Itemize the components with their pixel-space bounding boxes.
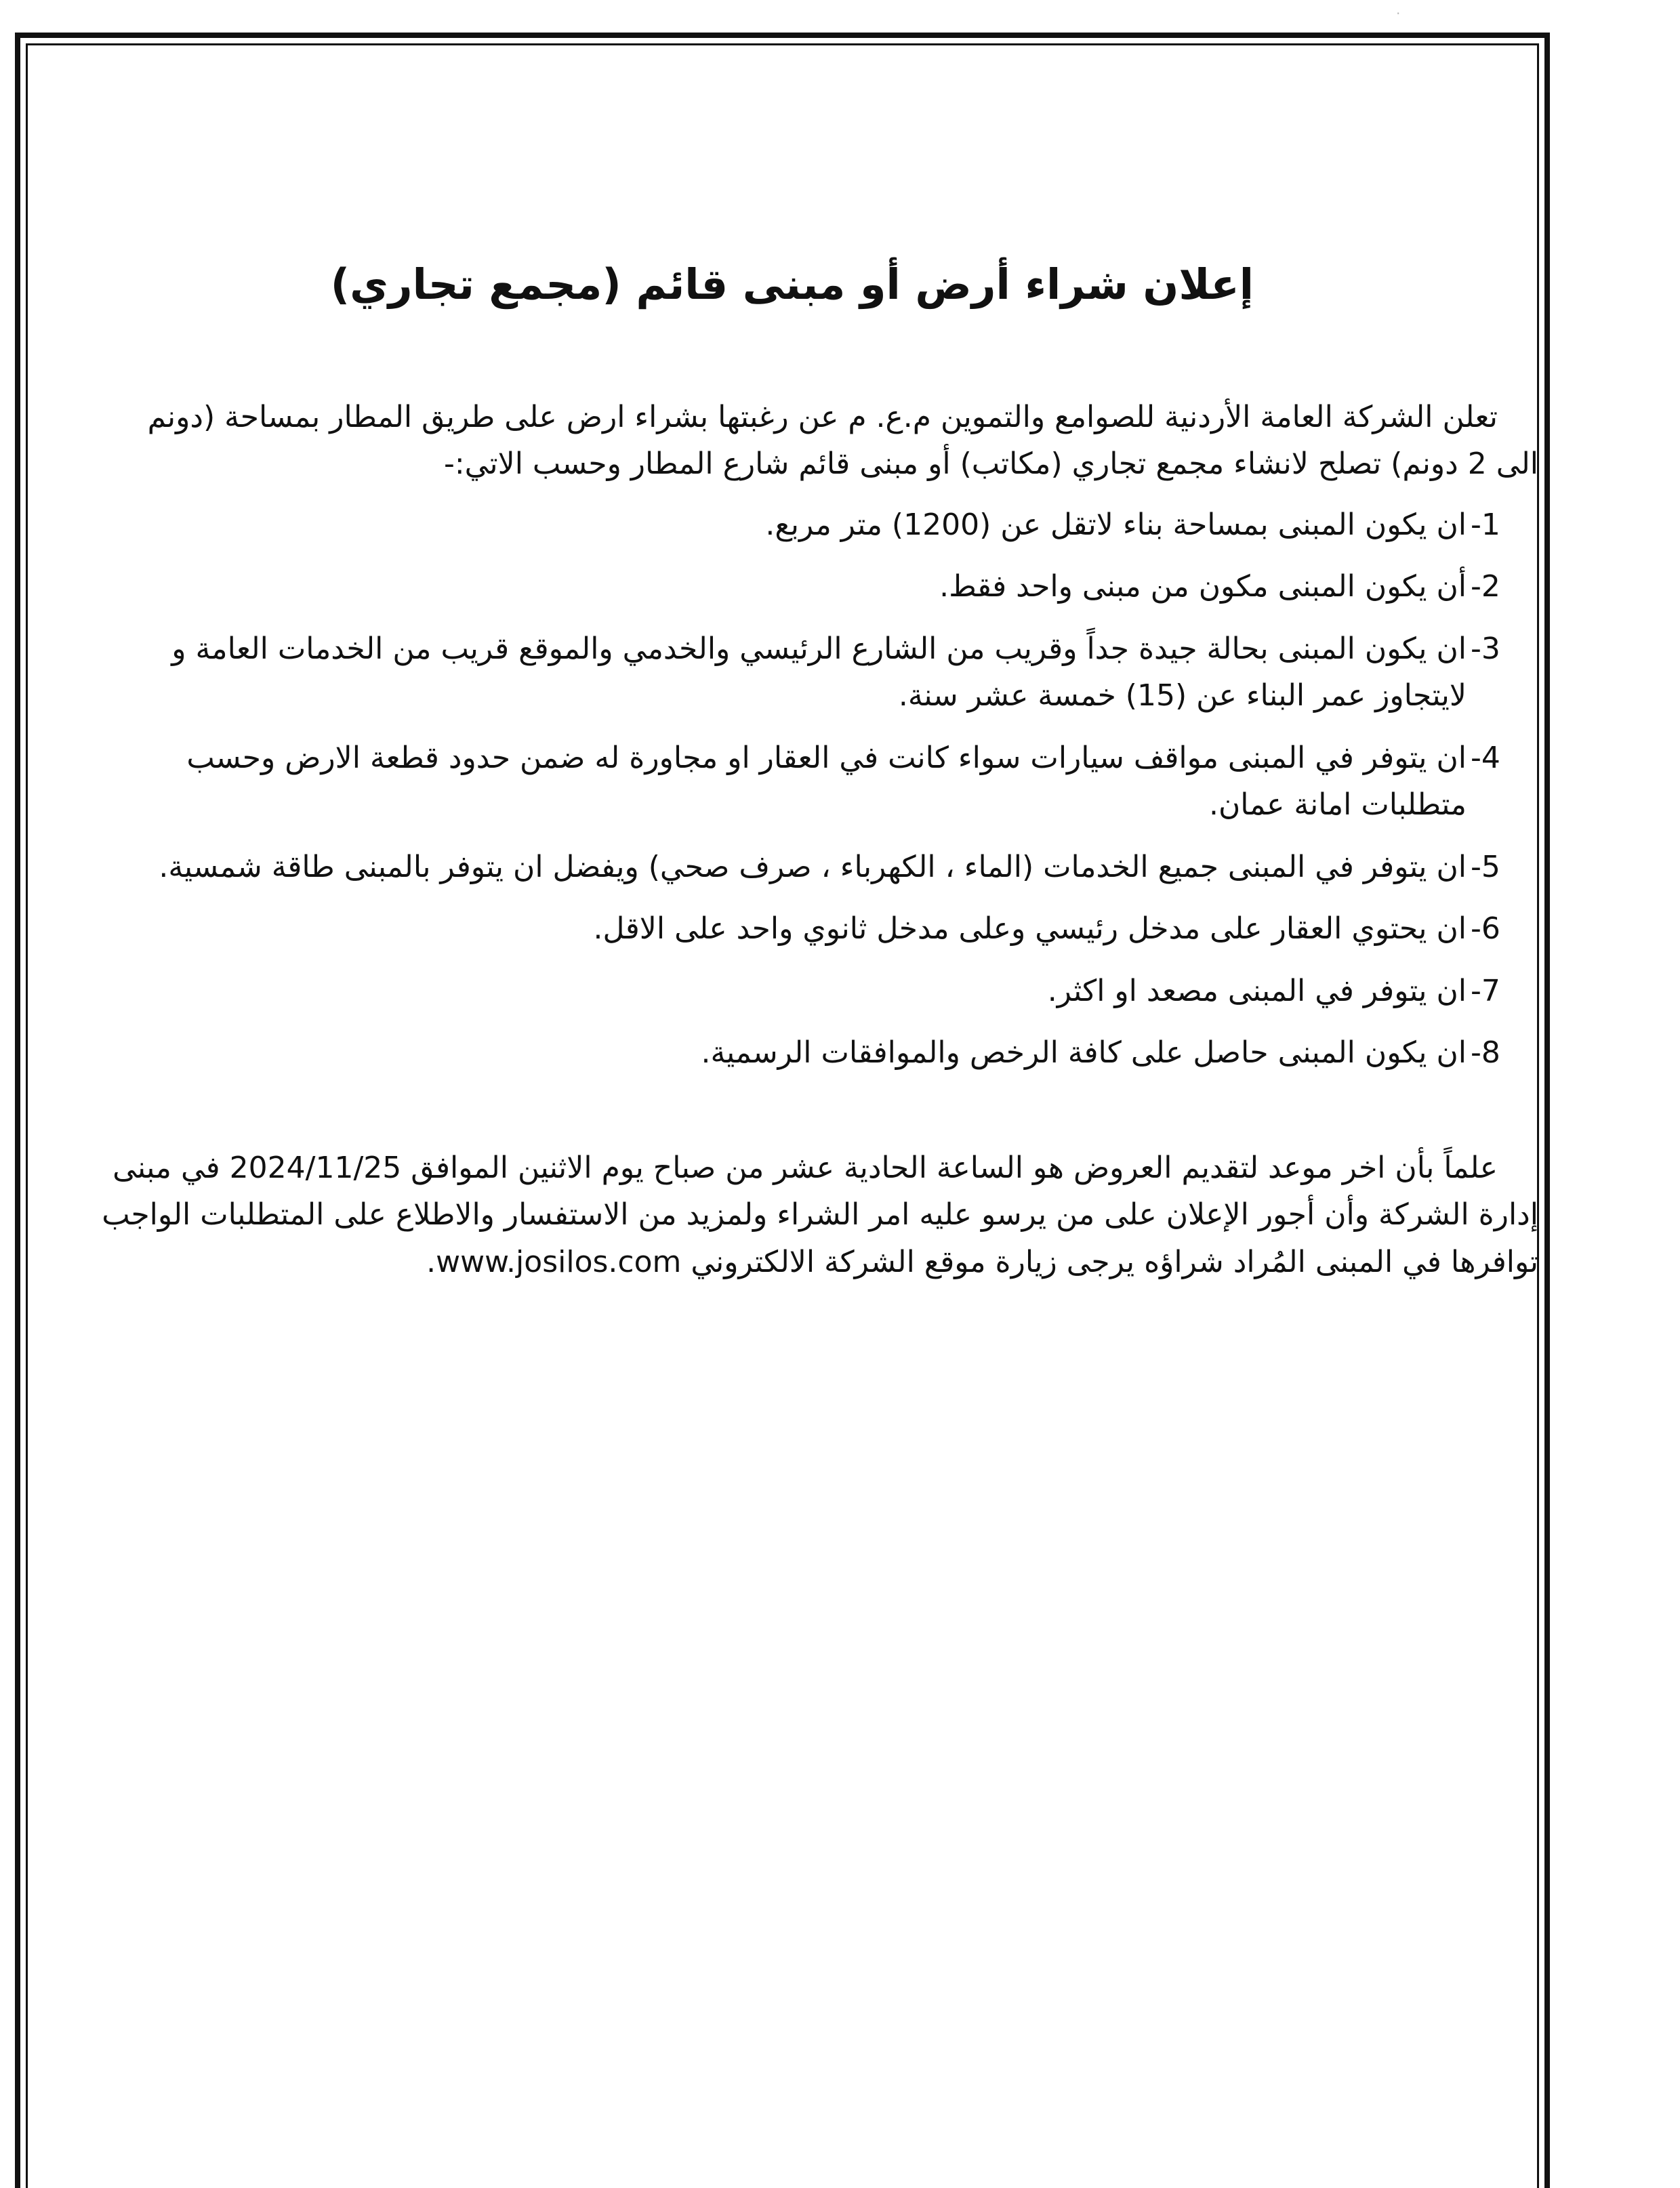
item-text: ان يتوفر في المبنى مصعد او اكثر. bbox=[1047, 973, 1467, 1008]
list-item bbox=[102, 625, 1538, 720]
item-text: ان يحتوي العقار على مدخل رئيسي وعلى مدخل ثانوي واحد على الاقل. bbox=[593, 911, 1467, 947]
announcement-body bbox=[102, 257, 1538, 1285]
list-item bbox=[102, 905, 1538, 953]
list-item bbox=[102, 1029, 1538, 1077]
list-item bbox=[102, 501, 1538, 549]
item-text: ان يتوفر في المبنى جميع الخدمات (الماء ، الكهرباء ، صرف صحي) ويفضل ان يتوفر بالمبنى طاقة شمسية. bbox=[159, 849, 1467, 884]
item-text: ان يكون المبنى حاصل على كافة الرخص والموافقات الرسمية. bbox=[701, 1035, 1467, 1071]
item-number: -8 bbox=[1471, 1035, 1500, 1071]
item-number: -4 bbox=[1471, 740, 1500, 775]
item-number: -6 bbox=[1471, 911, 1500, 947]
closing-paragraph: علماً بأن اخر موعد لتقديم العروض هو الساعة الحادية عشر من صباح يوم الاثنين الموافق 2024/11/25 في مبنى إدارة الشركة وأن أجور الإعلان على من يرسو عليه امر الشراء ولمزيد من الاستفسار والاطلاع على المتطلبات الواجب توافرها في المبنى المُراد شراؤه يرجى زيارة موقع الشركة الالكتروني www.josilos.com. bbox=[102, 1150, 1538, 1279]
announcement-title: إعلان شراء أرض أو مبنى قائم (مجمع تجاري) bbox=[330, 260, 1254, 309]
intro-paragraph: تعلن الشركة العامة الأردنية للصوامع والتموين م.ع. م عن رغبتها بشراء ارض على طريق المطار بمساحة (دونم الى 2 دونم) تصلح لانشاء مجمع تجاري (مكاتب) أو مبنى قائم شارع المطار وحسب الاتي:- bbox=[147, 399, 1538, 482]
item-number: -7 bbox=[1471, 973, 1500, 1008]
list-item bbox=[102, 563, 1538, 611]
item-text: ان يتوفر في المبنى مواقف سيارات سواء كانت في العقار او مجاورة له ضمن حدود قطعة الارض وحسب متطلبات امانة عمان. bbox=[186, 740, 1467, 823]
item-text: أن يكون المبنى مكون من مبنى واحد فقط. bbox=[939, 569, 1467, 604]
list-item bbox=[102, 968, 1538, 1015]
list-item bbox=[102, 735, 1538, 829]
scan-speck: · bbox=[1396, 5, 1401, 22]
item-text: ان يكون المبنى بمساحة بناء لاتقل عن (1200) متر مربع. bbox=[765, 507, 1467, 542]
item-number: -5 bbox=[1471, 849, 1500, 884]
requirements-list bbox=[102, 501, 1538, 1077]
item-number: -2 bbox=[1471, 569, 1500, 604]
item-text: ان يكون المبنى بحالة جيدة جداً وقريب من الشارع الرئيسي والخدمي والموقع قريب من الخدمات العامة و لايتجاوز عمر البناء عن (15) خمسة عشر سنة. bbox=[171, 631, 1467, 714]
list-item bbox=[102, 844, 1538, 891]
item-number: -1 bbox=[1471, 507, 1500, 542]
item-number: -3 bbox=[1471, 631, 1500, 666]
